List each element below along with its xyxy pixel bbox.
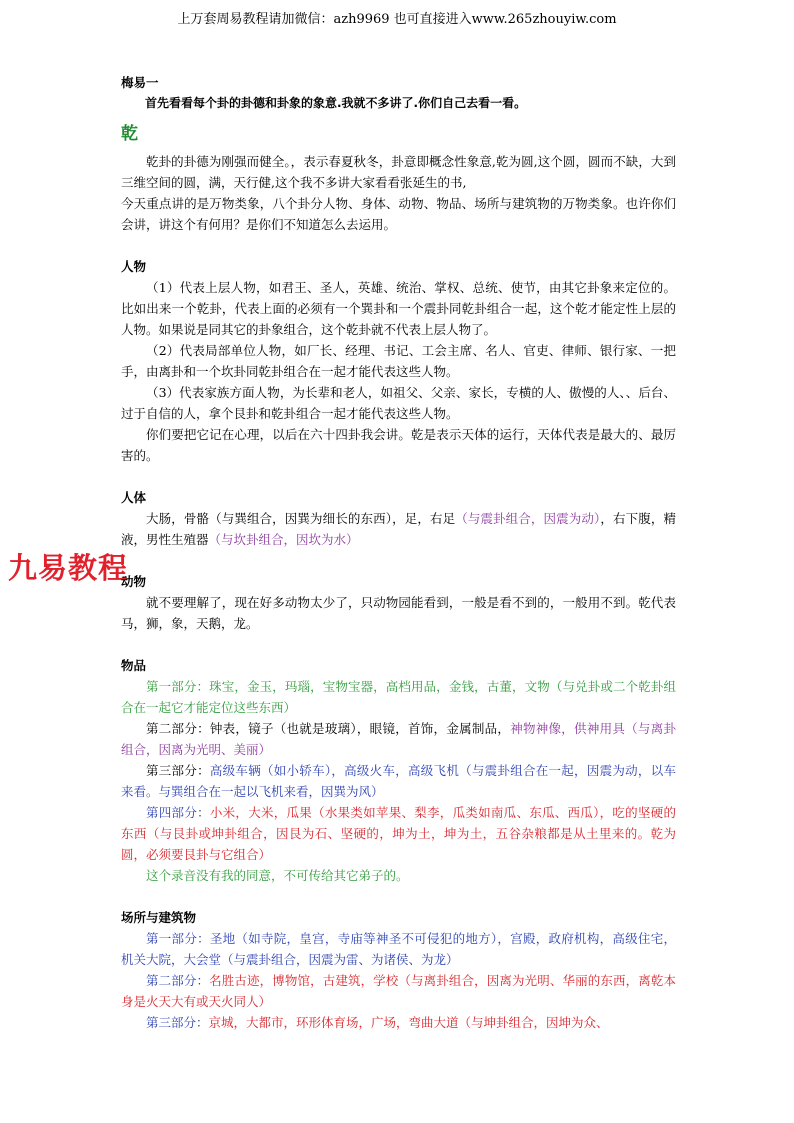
renti-paragraph: [121, 508, 676, 550]
intro-title: 梅易一: [121, 75, 159, 90]
qian-paragraph-1: 乾卦的卦德为刚强而健全。，表示春夏秋冬，卦意即概念性象意,乾为圆,这个圆，圆而不缺，大到三维空间的圆，满，天行健,这个我不多讲大家看看张延生的书,: [121, 154, 676, 190]
wupin-part-2: [121, 718, 676, 760]
renwu-paragraph-1: （1）代表上层人物，如君王、圣人，英雄、统治、掌权、总统、使节，由其它卦象来定位的。比如出来一个乾卦，代表上面的必须有一个巽卦和一个震卦同乾卦组合一起，这个乾才能定性上层的人物。如果说是同其它的卦象组合，这个乾卦就不代表上层人物了。: [121, 280, 676, 337]
renwu-paragraph-4: 你们要把它记在心理，以后在六十四卦我会讲。乾是表示天体的运行，天体代表是最大的、最厉害的。: [121, 427, 676, 463]
qian-paragraph-2: 今天重点讲的是万物类象，八个卦分人物、身体、动物、物品、场所与建筑物的万物类象。也许你们会讲，讲这个有何用？是你们不知道怎么去运用。: [121, 196, 676, 232]
changsuo-part-2: [121, 970, 676, 1012]
wupin-part-4-a: 第四部分：: [146, 805, 210, 820]
wupin-part-4: [121, 802, 676, 865]
renti-text-b: （与震卦组合，因震为动）: [455, 511, 601, 526]
renti-title: 人体: [121, 490, 147, 505]
renwu-paragraph-2: （2）代表局部单位人物，如厂长、经理、书记、工会主席、名人、官吏、律师、银行家、一把手，由离卦和一个坎卦同乾卦组合在一起才能代表这些人物。: [121, 343, 676, 379]
dongwu-title: 动物: [121, 574, 147, 589]
intro-lead: 首先看看每个卦的卦德和卦象的象意.我就不多讲了.你们自己去看一看。: [145, 96, 527, 110]
page-header: 上万套周易教程请加微信：azh9969 也可直接进入www.265zhouyiw.com: [177, 12, 617, 27]
document-body: [121, 72, 676, 1033]
wupin-part-3-a: 第三部分：: [146, 763, 210, 778]
changsuo-part-2-b: 名胜古迹，博物馆，古建筑，学校（与离卦组合，因离为光明、华丽的东西，离乾本身是火天大有或天火同人）: [121, 973, 676, 1009]
changsuo-part-3-a: 第三部分：: [146, 1015, 209, 1030]
renti-text-d: （与坎卦组合，因坎为水）: [208, 532, 359, 547]
changsuo-part-3-b: 京城，大都市，环形体育场，广场，弯曲大道（与坤卦组合，因坤为众、: [208, 1015, 609, 1030]
changsuo-part-1: [121, 928, 676, 970]
wupin-part-1: 第一部分：珠宝，金玉，玛瑙，宝物宝器，高档用品，金钱，古董，文物（与兑卦或二个乾卦组合在一起它才能定位这些东西）: [121, 679, 676, 715]
wupin-part-4-b: 小米，大米，瓜果（水果类如苹果、梨李，瓜类如南瓜、东瓜、西瓜），吃的坚硬的东西（与艮卦或坤卦组合，因艮为石、坚硬的，坤为土，坤为土，五谷杂粮都是从土里来的。乾为圆，必须要艮卦与它组合）: [121, 805, 676, 862]
changsuo-part-2-a: 第二部分：: [146, 973, 210, 988]
changsuo-part-1-b: 圣地（如寺院，皇宫，寺庙等神圣不可侵犯的地方），宫殿，政府机构，高级住宅，机关大院，大会堂（与震卦组合，因震为雷、为诸侯、为龙）: [121, 931, 676, 967]
dongwu-paragraph: 就不要理解了，现在好多动物太少了，只动物园能看到，一般是看不到的，一般用不到。乾代表马，狮，象，天鹅，龙。: [121, 595, 676, 631]
wupin-title: 物品: [121, 658, 147, 673]
wupin-part-3-b: 高级车辆（如小轿车），高级火车，高级飞机（与震卦组合在一起，因震为动，以车来看。与巽组合在一起以飞机来看，因巽为风）: [121, 763, 676, 799]
renti-text-c: ，右下腹，精液，男性生殖器: [121, 511, 676, 547]
wupin-part-3: [121, 760, 676, 802]
changsuo-title: 场所与建筑物: [121, 910, 197, 925]
wupin-part-2-a: 第二部分：钟表，镜子（也就是玻璃），眼镜，首饰，金属制品，: [146, 721, 511, 736]
changsuo-part-3: [121, 1012, 676, 1033]
qian-heading: 乾: [121, 124, 138, 144]
renti-text-a: 大肠，骨骼（与巽组合，因巽为细长的东西），足，右足: [146, 511, 456, 526]
renwu-paragraph-3: （3）代表家族方面人物，为长辈和老人，如祖父、父亲、家长，专横的人、傲慢的人、、后台、过于自信的人，拿个艮卦和乾卦组合一起才能代表这些人物。: [121, 385, 676, 421]
wupin-part-2-b: 神物神像，供神用具（与离卦组合，因离为光明、美丽）: [121, 721, 676, 757]
changsuo-part-1-a: 第一部分：: [146, 931, 210, 946]
renwu-title: 人物: [121, 259, 147, 274]
wupin-notice: 这个录音没有我的同意，不可传给其它弟子的。: [146, 868, 409, 883]
watermark-logo: 九易教程: [8, 551, 129, 585]
